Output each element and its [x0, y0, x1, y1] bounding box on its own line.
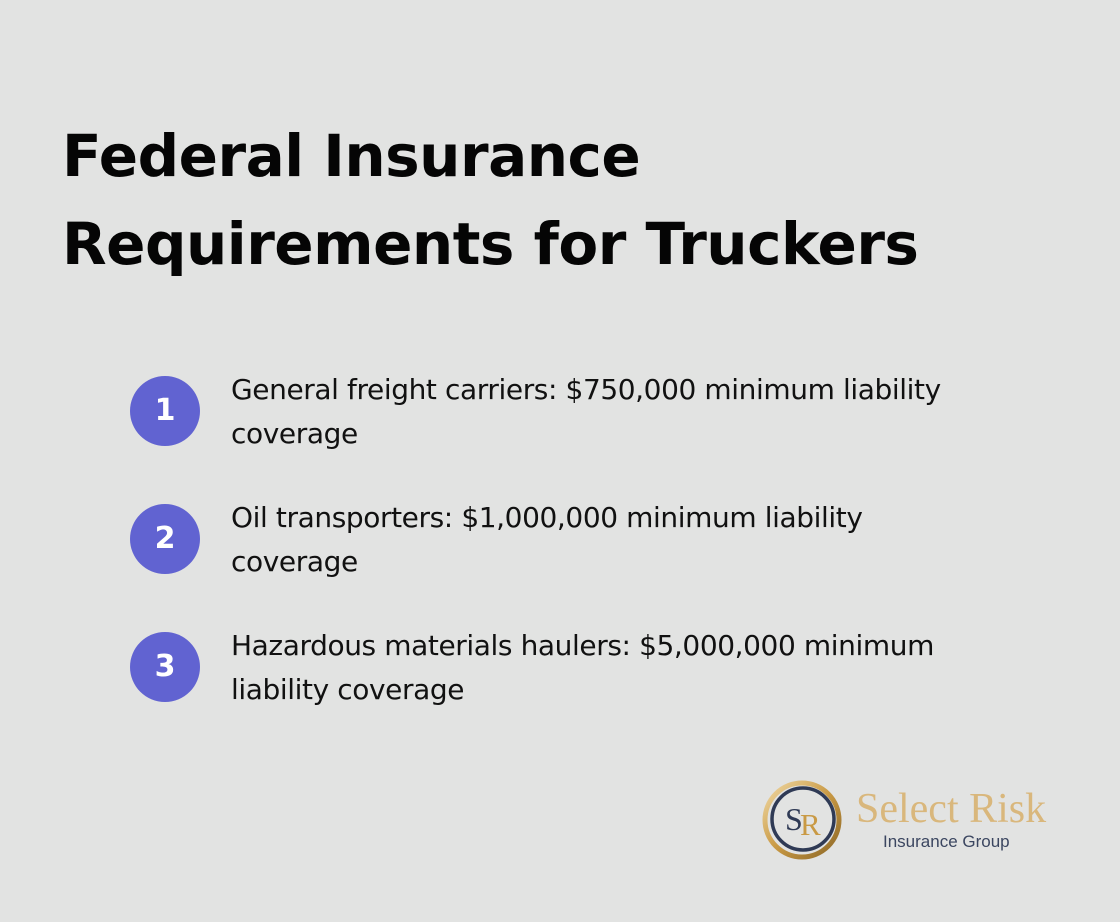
page-title [62, 112, 1062, 288]
list-item [130, 624, 1030, 714]
list-item [130, 496, 1030, 586]
list-item-line: Hazardous materials haulers: $5,000,000 minimum [231, 629, 934, 662]
page-title-line-2: Requirements for Truckers [62, 210, 919, 278]
company-logo [762, 780, 1062, 864]
list-item [130, 368, 1030, 458]
list-item-line: liability coverage [231, 673, 465, 706]
logo-subtitle: Insurance Group [883, 832, 1010, 851]
number-badge: 2 [130, 504, 200, 574]
list-item-line: General freight carriers: $750,000 minimum liability [231, 373, 941, 406]
list-item-line: coverage [231, 545, 358, 578]
number-badge: 1 [130, 376, 200, 446]
list-item-text [231, 496, 1021, 584]
list-item-line: Oil transporters: $1,000,000 minimum liability [231, 501, 863, 534]
logo-name: Select Risk [856, 786, 1047, 832]
select-risk-monogram-icon [762, 780, 842, 860]
svg-text:R: R [800, 807, 821, 842]
svg-text:S: S [785, 801, 803, 837]
page-title-line-1: Federal Insurance [62, 122, 641, 190]
list-item-text [231, 368, 1021, 456]
list-item-text [231, 624, 1021, 712]
list-item-line: coverage [231, 417, 358, 450]
number-badge: 3 [130, 632, 200, 702]
